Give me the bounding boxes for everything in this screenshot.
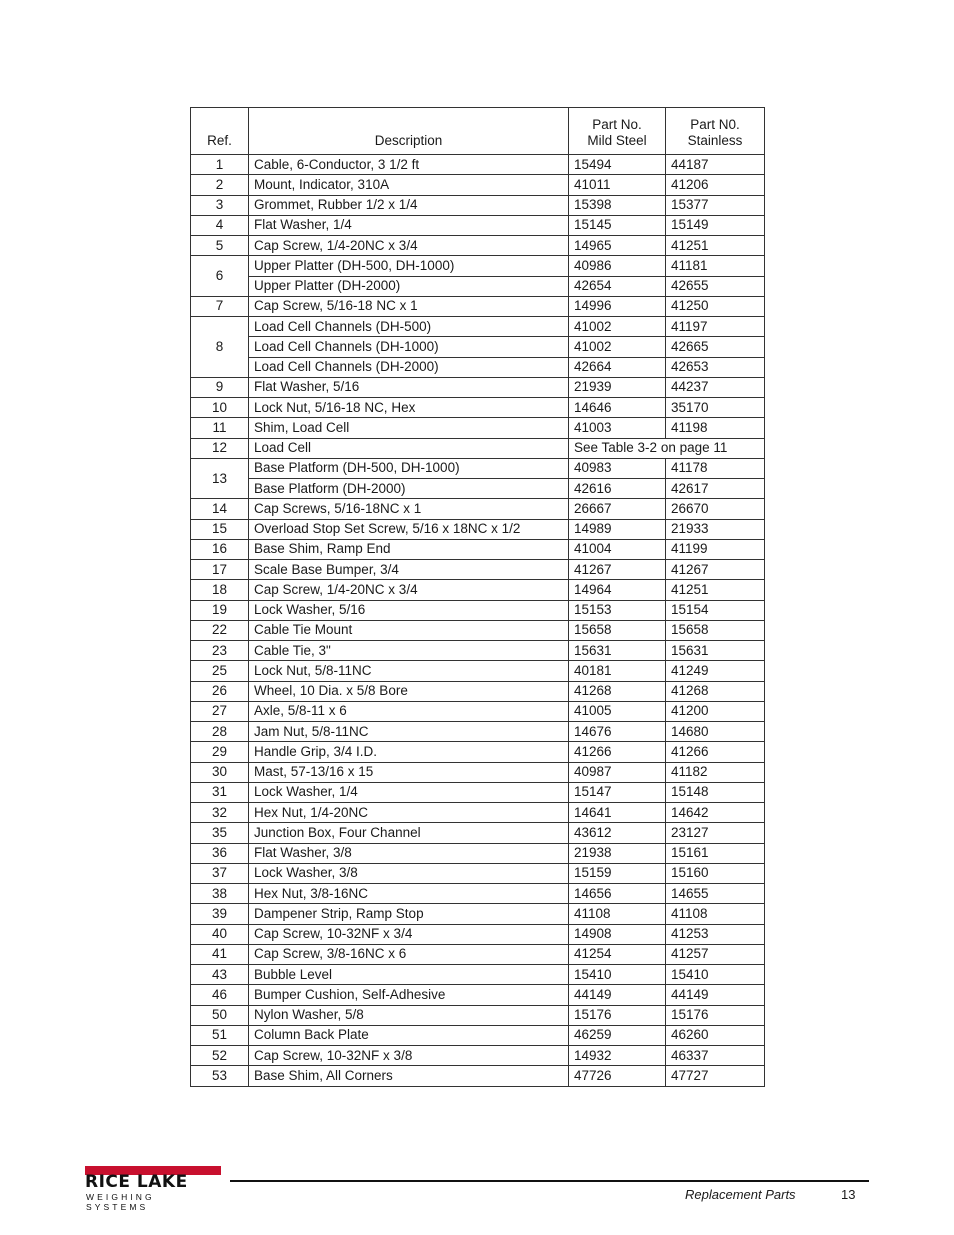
table-row bbox=[191, 620, 765, 640]
cell-stainless: 44187 bbox=[666, 155, 765, 175]
cell-ref: 9 bbox=[191, 377, 249, 397]
cell-description: Hex Nut, 1/4-20NC bbox=[249, 803, 569, 823]
cell-ref: 36 bbox=[191, 843, 249, 863]
header-stainless-line2: Stainless bbox=[687, 133, 743, 148]
cell-mild-steel: 15494 bbox=[569, 155, 666, 175]
table-row bbox=[191, 175, 765, 195]
table-row bbox=[191, 317, 765, 337]
cell-stainless: 46337 bbox=[666, 1046, 765, 1066]
cell-stainless: 41257 bbox=[666, 944, 765, 964]
cell-description: Base Shim, Ramp End bbox=[249, 539, 569, 559]
header-stainless-line1: Part N0. bbox=[690, 117, 740, 132]
cell-ref: 1 bbox=[191, 155, 249, 175]
table-row bbox=[191, 843, 765, 863]
cell-mild-steel: 41005 bbox=[569, 701, 666, 721]
table-row bbox=[191, 681, 765, 701]
cell-stainless: 14642 bbox=[666, 803, 765, 823]
cell-stainless: 21933 bbox=[666, 519, 765, 539]
cell-description: Cap Screw, 10-32NF x 3/4 bbox=[249, 924, 569, 944]
cell-mild-steel: 40987 bbox=[569, 762, 666, 782]
cell-ref: 39 bbox=[191, 904, 249, 924]
cell-mild-steel: 41266 bbox=[569, 742, 666, 762]
table-row bbox=[191, 600, 765, 620]
cell-description: Load Cell bbox=[249, 438, 569, 458]
cell-mild-steel: 42616 bbox=[569, 479, 666, 499]
cell-description: Lock Washer, 1/4 bbox=[249, 782, 569, 802]
cell-stainless: 15149 bbox=[666, 215, 765, 235]
table-row bbox=[191, 580, 765, 600]
cell-description: Nylon Washer, 5/8 bbox=[249, 1005, 569, 1025]
cell-stainless: 44149 bbox=[666, 985, 765, 1005]
cell-mild-steel: 15153 bbox=[569, 600, 666, 620]
cell-mild-steel: 14646 bbox=[569, 398, 666, 418]
cell-mild-steel: 14964 bbox=[569, 580, 666, 600]
cell-stainless: 41251 bbox=[666, 580, 765, 600]
cell-description: Load Cell Channels (DH-500) bbox=[249, 317, 569, 337]
cell-description: Dampener Strip, Ramp Stop bbox=[249, 904, 569, 924]
cell-mild-steel: 41002 bbox=[569, 337, 666, 357]
cell-ref: 37 bbox=[191, 863, 249, 883]
page-number: 13 bbox=[841, 1187, 856, 1202]
cell-ref: 53 bbox=[191, 1066, 249, 1086]
cell-mild-steel: 14656 bbox=[569, 884, 666, 904]
cell-ref: 43 bbox=[191, 965, 249, 985]
cell-ref: 3 bbox=[191, 195, 249, 215]
cell-stainless: 41181 bbox=[666, 256, 765, 276]
cell-stainless: 15148 bbox=[666, 782, 765, 802]
table-row bbox=[191, 195, 765, 215]
table-row bbox=[191, 965, 765, 985]
cell-ref: 41 bbox=[191, 944, 249, 964]
cell-stainless: 41249 bbox=[666, 661, 765, 681]
cell-ref: 19 bbox=[191, 600, 249, 620]
cell-mild-steel: 41002 bbox=[569, 317, 666, 337]
cell-description: Flat Washer, 1/4 bbox=[249, 215, 569, 235]
cell-mild-steel: 15398 bbox=[569, 195, 666, 215]
table-row bbox=[191, 1046, 765, 1066]
cell-mild-steel: 15176 bbox=[569, 1005, 666, 1025]
cell-description: Lock Washer, 5/16 bbox=[249, 600, 569, 620]
cell-description: Cable Tie Mount bbox=[249, 620, 569, 640]
cell-description: Cap Screw, 1/4-20NC x 3/4 bbox=[249, 580, 569, 600]
cell-stainless: 41200 bbox=[666, 701, 765, 721]
cell-ref: 12 bbox=[191, 438, 249, 458]
cell-mild-steel: 41254 bbox=[569, 944, 666, 964]
table-row bbox=[191, 276, 765, 296]
table-row bbox=[191, 560, 765, 580]
cell-description: Cable Tie, 3" bbox=[249, 641, 569, 661]
parts-table-header bbox=[191, 108, 765, 155]
cell-mild-steel: 15658 bbox=[569, 620, 666, 640]
cell-stainless: 15160 bbox=[666, 863, 765, 883]
cell-mild-steel: 40986 bbox=[569, 256, 666, 276]
cell-mild-steel: 41011 bbox=[569, 175, 666, 195]
cell-ref: 7 bbox=[191, 296, 249, 316]
cell-stainless: 15176 bbox=[666, 1005, 765, 1025]
cell-mild-steel: 46259 bbox=[569, 1025, 666, 1045]
parts-table bbox=[190, 107, 765, 1087]
table-row bbox=[191, 823, 765, 843]
cell-mild-steel: 47726 bbox=[569, 1066, 666, 1086]
cell-mild-steel: 41267 bbox=[569, 560, 666, 580]
logo-tagline: WEIGHING SYSTEMS bbox=[86, 1192, 155, 1212]
cell-stainless: 41206 bbox=[666, 175, 765, 195]
cell-ref: 38 bbox=[191, 884, 249, 904]
table-row bbox=[191, 155, 765, 175]
cell-mild-steel: 42664 bbox=[569, 357, 666, 377]
cell-mild-steel: 14996 bbox=[569, 296, 666, 316]
cell-description: Hex Nut, 3/8-16NC bbox=[249, 884, 569, 904]
cell-ref: 50 bbox=[191, 1005, 249, 1025]
cell-ref: 4 bbox=[191, 215, 249, 235]
cell-description: Mount, Indicator, 310A bbox=[249, 175, 569, 195]
cell-stainless: 41178 bbox=[666, 458, 765, 478]
table-row bbox=[191, 256, 765, 276]
cell-mild-steel: 15147 bbox=[569, 782, 666, 802]
cell-stainless: 42655 bbox=[666, 276, 765, 296]
cell-ref: 22 bbox=[191, 620, 249, 640]
table-row bbox=[191, 236, 765, 256]
cell-mild-steel: 14932 bbox=[569, 1046, 666, 1066]
cell-mild-steel: 26667 bbox=[569, 499, 666, 519]
header-ref: Ref. bbox=[191, 108, 249, 155]
cell-stainless: 15154 bbox=[666, 600, 765, 620]
cell-mild-steel: 14676 bbox=[569, 722, 666, 742]
cell-description: Upper Platter (DH-500, DH-1000) bbox=[249, 256, 569, 276]
cell-ref: 51 bbox=[191, 1025, 249, 1045]
table-row bbox=[191, 944, 765, 964]
cell-description: Cable, 6-Conductor, 3 1/2 ft bbox=[249, 155, 569, 175]
cell-mild-steel: 21939 bbox=[569, 377, 666, 397]
cell-stainless: 14655 bbox=[666, 884, 765, 904]
cell-stainless: 15631 bbox=[666, 641, 765, 661]
cell-stainless: 42665 bbox=[666, 337, 765, 357]
cell-description: Flat Washer, 3/8 bbox=[249, 843, 569, 863]
table-row bbox=[191, 742, 765, 762]
table-row bbox=[191, 357, 765, 377]
cell-description: Base Platform (DH-2000) bbox=[249, 479, 569, 499]
cell-description: Junction Box, Four Channel bbox=[249, 823, 569, 843]
table-row bbox=[191, 1066, 765, 1086]
cell-description: Wheel, 10 Dia. x 5/8 Bore bbox=[249, 681, 569, 701]
cell-stainless: 15377 bbox=[666, 195, 765, 215]
cell-mild-steel: 14908 bbox=[569, 924, 666, 944]
cell-description: Column Back Plate bbox=[249, 1025, 569, 1045]
table-row bbox=[191, 985, 765, 1005]
cell-ref: 2 bbox=[191, 175, 249, 195]
header-mild-steel bbox=[569, 108, 666, 155]
header-description: Description bbox=[249, 108, 569, 155]
cell-mild-steel: 21938 bbox=[569, 843, 666, 863]
cell-mild-steel: 14641 bbox=[569, 803, 666, 823]
cell-ref: 52 bbox=[191, 1046, 249, 1066]
cell-mild-steel: 14965 bbox=[569, 236, 666, 256]
cell-stainless: 41267 bbox=[666, 560, 765, 580]
cell-ref: 8 bbox=[191, 317, 249, 378]
cell-ref: 29 bbox=[191, 742, 249, 762]
cell-ref: 6 bbox=[191, 256, 249, 297]
cell-description: Base Platform (DH-500, DH-1000) bbox=[249, 458, 569, 478]
table-row bbox=[191, 863, 765, 883]
table-row bbox=[191, 499, 765, 519]
table-row bbox=[191, 519, 765, 539]
cell-stainless: 42617 bbox=[666, 479, 765, 499]
cell-mild-steel: 41003 bbox=[569, 418, 666, 438]
cell-stainless: 15658 bbox=[666, 620, 765, 640]
header-mild-line2: Mild Steel bbox=[587, 133, 647, 148]
cell-description: Cap Screws, 5/16-18NC x 1 bbox=[249, 499, 569, 519]
table-row bbox=[191, 296, 765, 316]
cell-ref: 46 bbox=[191, 985, 249, 1005]
cell-ref: 10 bbox=[191, 398, 249, 418]
table-row bbox=[191, 398, 765, 418]
table-row bbox=[191, 458, 765, 478]
cell-description: Mast, 57-13/16 x 15 bbox=[249, 762, 569, 782]
table-row bbox=[191, 782, 765, 802]
cell-mild-steel: 15631 bbox=[569, 641, 666, 661]
cell-description: Lock Washer, 3/8 bbox=[249, 863, 569, 883]
cell-description: Scale Base Bumper, 3/4 bbox=[249, 560, 569, 580]
table-row bbox=[191, 701, 765, 721]
cell-mild-steel: 40181 bbox=[569, 661, 666, 681]
cell-part-reference: See Table 3-2 on page 11 bbox=[569, 438, 765, 458]
cell-ref: 26 bbox=[191, 681, 249, 701]
cell-stainless: 41108 bbox=[666, 904, 765, 924]
cell-description: Cap Screw, 1/4-20NC x 3/4 bbox=[249, 236, 569, 256]
cell-ref: 32 bbox=[191, 803, 249, 823]
table-row bbox=[191, 884, 765, 904]
cell-stainless: 41198 bbox=[666, 418, 765, 438]
cell-mild-steel: 15159 bbox=[569, 863, 666, 883]
cell-ref: 13 bbox=[191, 458, 249, 499]
cell-stainless: 46260 bbox=[666, 1025, 765, 1045]
table-row bbox=[191, 803, 765, 823]
table-row bbox=[191, 762, 765, 782]
cell-ref: 23 bbox=[191, 641, 249, 661]
cell-description: Jam Nut, 5/8-11NC bbox=[249, 722, 569, 742]
cell-description: Bubble Level bbox=[249, 965, 569, 985]
cell-ref: 27 bbox=[191, 701, 249, 721]
cell-ref: 14 bbox=[191, 499, 249, 519]
cell-mild-steel: 44149 bbox=[569, 985, 666, 1005]
cell-stainless: 41268 bbox=[666, 681, 765, 701]
parts-table-body bbox=[191, 155, 765, 1087]
cell-mild-steel: 41268 bbox=[569, 681, 666, 701]
cell-stainless: 42653 bbox=[666, 357, 765, 377]
cell-description: Lock Nut, 5/8-11NC bbox=[249, 661, 569, 681]
cell-description: Flat Washer, 5/16 bbox=[249, 377, 569, 397]
cell-stainless: 35170 bbox=[666, 398, 765, 418]
table-row bbox=[191, 641, 765, 661]
cell-stainless: 41253 bbox=[666, 924, 765, 944]
header-stainless bbox=[666, 108, 765, 155]
footer-divider bbox=[230, 1180, 869, 1182]
cell-description: Lock Nut, 5/16-18 NC, Hex bbox=[249, 398, 569, 418]
rice-lake-logo bbox=[85, 1166, 221, 1212]
table-row bbox=[191, 904, 765, 924]
cell-stainless: 41199 bbox=[666, 539, 765, 559]
cell-description: Cap Screw, 10-32NF x 3/8 bbox=[249, 1046, 569, 1066]
cell-stainless: 15161 bbox=[666, 843, 765, 863]
header-row bbox=[191, 108, 765, 155]
cell-stainless: 41197 bbox=[666, 317, 765, 337]
footer-section-title: Replacement Parts bbox=[685, 1187, 796, 1202]
cell-description: Handle Grip, 3/4 I.D. bbox=[249, 742, 569, 762]
cell-ref: 16 bbox=[191, 539, 249, 559]
cell-ref: 40 bbox=[191, 924, 249, 944]
cell-mild-steel: 14989 bbox=[569, 519, 666, 539]
cell-ref: 15 bbox=[191, 519, 249, 539]
cell-ref: 18 bbox=[191, 580, 249, 600]
cell-description: Upper Platter (DH-2000) bbox=[249, 276, 569, 296]
cell-stainless: 23127 bbox=[666, 823, 765, 843]
cell-description: Cap Screw, 5/16-18 NC x 1 bbox=[249, 296, 569, 316]
cell-stainless: 44237 bbox=[666, 377, 765, 397]
cell-ref: 5 bbox=[191, 236, 249, 256]
cell-mild-steel: 15410 bbox=[569, 965, 666, 985]
table-row bbox=[191, 337, 765, 357]
cell-stainless: 47727 bbox=[666, 1066, 765, 1086]
cell-ref: 25 bbox=[191, 661, 249, 681]
cell-mild-steel: 15145 bbox=[569, 215, 666, 235]
cell-stainless: 14680 bbox=[666, 722, 765, 742]
cell-mild-steel: 41108 bbox=[569, 904, 666, 924]
cell-mild-steel: 43612 bbox=[569, 823, 666, 843]
table-row bbox=[191, 722, 765, 742]
cell-description: Overload Stop Set Screw, 5/16 x 18NC x 1/2 bbox=[249, 519, 569, 539]
cell-description: Base Shim, All Corners bbox=[249, 1066, 569, 1086]
table-row bbox=[191, 215, 765, 235]
cell-description: Cap Screw, 3/8-16NC x 6 bbox=[249, 944, 569, 964]
cell-ref: 11 bbox=[191, 418, 249, 438]
table-row bbox=[191, 661, 765, 681]
table-row bbox=[191, 479, 765, 499]
cell-stainless: 15410 bbox=[666, 965, 765, 985]
cell-ref: 35 bbox=[191, 823, 249, 843]
cell-stainless: 26670 bbox=[666, 499, 765, 519]
cell-mild-steel: 40983 bbox=[569, 458, 666, 478]
cell-stainless: 41182 bbox=[666, 762, 765, 782]
table-row bbox=[191, 1005, 765, 1025]
table-row bbox=[191, 418, 765, 438]
cell-mild-steel: 41004 bbox=[569, 539, 666, 559]
cell-ref: 28 bbox=[191, 722, 249, 742]
logo-wordmark: RICE LAKE bbox=[85, 1172, 188, 1192]
cell-description: Load Cell Channels (DH-1000) bbox=[249, 337, 569, 357]
cell-description: Grommet, Rubber 1/2 x 1/4 bbox=[249, 195, 569, 215]
table-row bbox=[191, 539, 765, 559]
table-row bbox=[191, 1025, 765, 1045]
cell-description: Shim, Load Cell bbox=[249, 418, 569, 438]
cell-description: Axle, 5/8-11 x 6 bbox=[249, 701, 569, 721]
cell-mild-steel: 42654 bbox=[569, 276, 666, 296]
table-row bbox=[191, 438, 765, 458]
cell-description: Bumper Cushion, Self-Adhesive bbox=[249, 985, 569, 1005]
cell-stainless: 41251 bbox=[666, 236, 765, 256]
table-row bbox=[191, 924, 765, 944]
header-mild-line1: Part No. bbox=[592, 117, 642, 132]
cell-ref: 17 bbox=[191, 560, 249, 580]
cell-ref: 31 bbox=[191, 782, 249, 802]
table-row bbox=[191, 377, 765, 397]
cell-stainless: 41250 bbox=[666, 296, 765, 316]
cell-description: Load Cell Channels (DH-2000) bbox=[249, 357, 569, 377]
cell-ref: 30 bbox=[191, 762, 249, 782]
cell-stainless: 41266 bbox=[666, 742, 765, 762]
